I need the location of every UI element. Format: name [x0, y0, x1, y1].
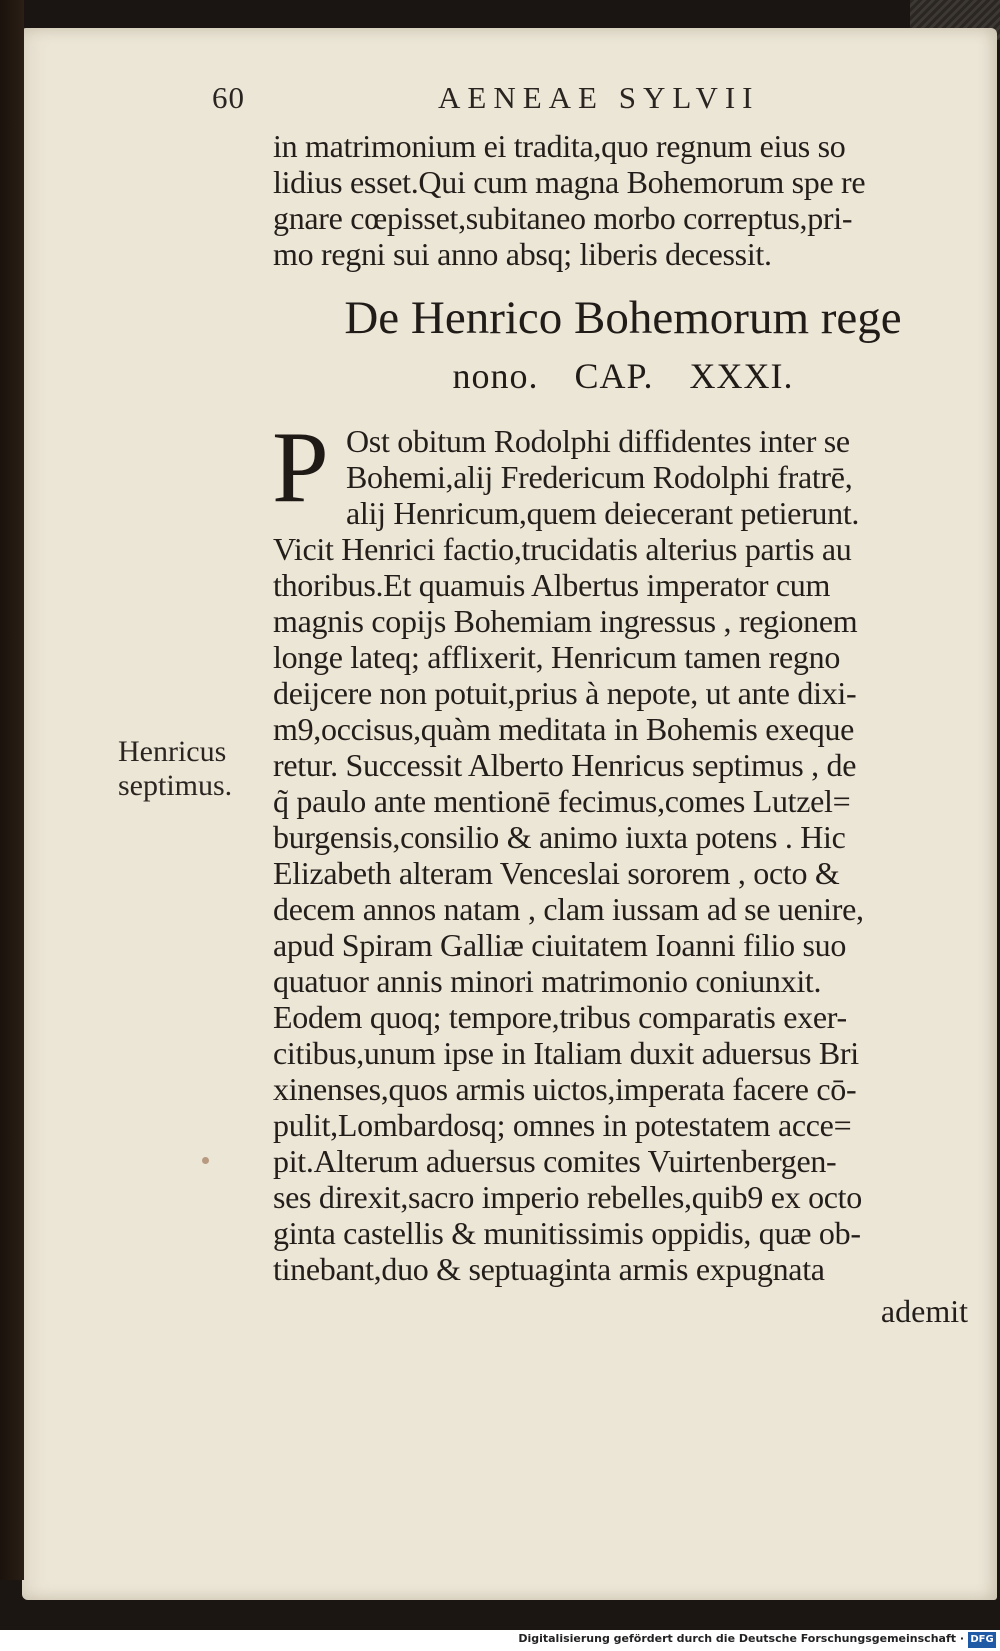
- text-line: alij Henricum,quem deiecerant petierunt.: [346, 495, 860, 531]
- footer-credit: Digitalisierung gefördert durch die Deutsche Forschungsgemeinschaft ·: [518, 1632, 964, 1645]
- text-line: Bohemi,alij Fredericum Rodolphi fratrē,: [346, 459, 853, 495]
- text-line: longe lateq; afflixerit, Henricum tamen regno: [273, 639, 841, 675]
- ink-spot: [202, 1157, 209, 1164]
- text-line: magnis copijs Bohemiam ingressus , regionem: [273, 603, 858, 639]
- chapter-title: De Henrico Bohemorum rege: [344, 292, 902, 344]
- marginal-note: [118, 735, 268, 803]
- chapter-number: nono. CAP. XXXI.: [452, 356, 794, 396]
- text-line: m9,occisus,quàm meditata in Bohemis exeque: [273, 711, 855, 747]
- page-header: [0, 80, 1000, 124]
- text-line: in matrimonium ei tradita,quo regnum eius so: [273, 128, 846, 164]
- text-line: Elizabeth alteram Venceslai sororem , octo &: [273, 855, 840, 891]
- text-line: mo regni sui anno absq; liberis decessit.: [273, 236, 772, 272]
- top-paragraph: [273, 128, 973, 272]
- text-line: lidius esset.Qui cum magna Bohemorum spe re: [273, 164, 866, 200]
- text-line: thoribus.Et quamuis Albertus imperator cum: [273, 567, 831, 603]
- marginal-note-line: Henricus: [118, 735, 227, 768]
- text-line: Vicit Henrici factio,trucidatis alterius partis au: [273, 531, 852, 567]
- page-number: 60: [212, 80, 245, 115]
- text-line: q̃ paulo ante mentionē fecimus,comes Lutzel=: [273, 783, 851, 819]
- dfg-logo: DFG: [968, 1632, 996, 1648]
- running-head: AENEAE SYLVII: [438, 80, 760, 115]
- text-line: deijcere non potuit,prius à nepote, ut ante dixi-: [273, 675, 857, 711]
- text-line: gnare cœpisset,subitaneo morbo correptus,pri-: [273, 200, 853, 236]
- text-line: ginta castellis & munitissimis oppidis, quæ ob-: [273, 1215, 861, 1251]
- binding-top: [0, 0, 1000, 30]
- chapter-body: [273, 423, 973, 1287]
- text-line: citibus,unum ipse in Italiam duxit aduersus Bri: [273, 1035, 859, 1071]
- text-line: pit.Alterum aduersus comites Vuirtenbergen-: [273, 1143, 837, 1179]
- text-line: pulit,Lombardosq; omnes in potestatem acce=: [273, 1107, 852, 1143]
- catchword: ademit: [880, 1293, 968, 1329]
- page-edge: [0, 0, 24, 1580]
- text-line: retur. Successit Alberto Henricus septimus , de: [273, 747, 857, 783]
- marginal-note-line: septimus.: [118, 769, 233, 802]
- text-line: xinenses,quos armis uictos,imperata facere cō-: [273, 1071, 857, 1107]
- text-line: burgensis,consilio & animo iuxta potens . Hic: [273, 819, 846, 855]
- text-line: ses direxit,sacro imperio rebelles,quib9 ex octo: [273, 1179, 862, 1215]
- chapter-heading: [273, 290, 973, 400]
- footer-bar: [0, 1630, 1000, 1651]
- text-line: decem annos natam , clam iussam ad se uenire,: [273, 891, 864, 927]
- drop-cap: P: [272, 411, 329, 524]
- text-line: tinebant,duo & septuaginta armis expugnata: [273, 1251, 825, 1287]
- text-line: Ost obitum Rodolphi diffidentes inter se: [346, 423, 850, 459]
- text-line: apud Spiram Galliæ ciuitatem Ioanni filio suo: [273, 927, 847, 963]
- text-line: quatuor annis minori matrimonio coniunxit.: [273, 963, 822, 999]
- text-line: Eodem quoq; tempore,tribus comparatis exer-: [273, 999, 847, 1035]
